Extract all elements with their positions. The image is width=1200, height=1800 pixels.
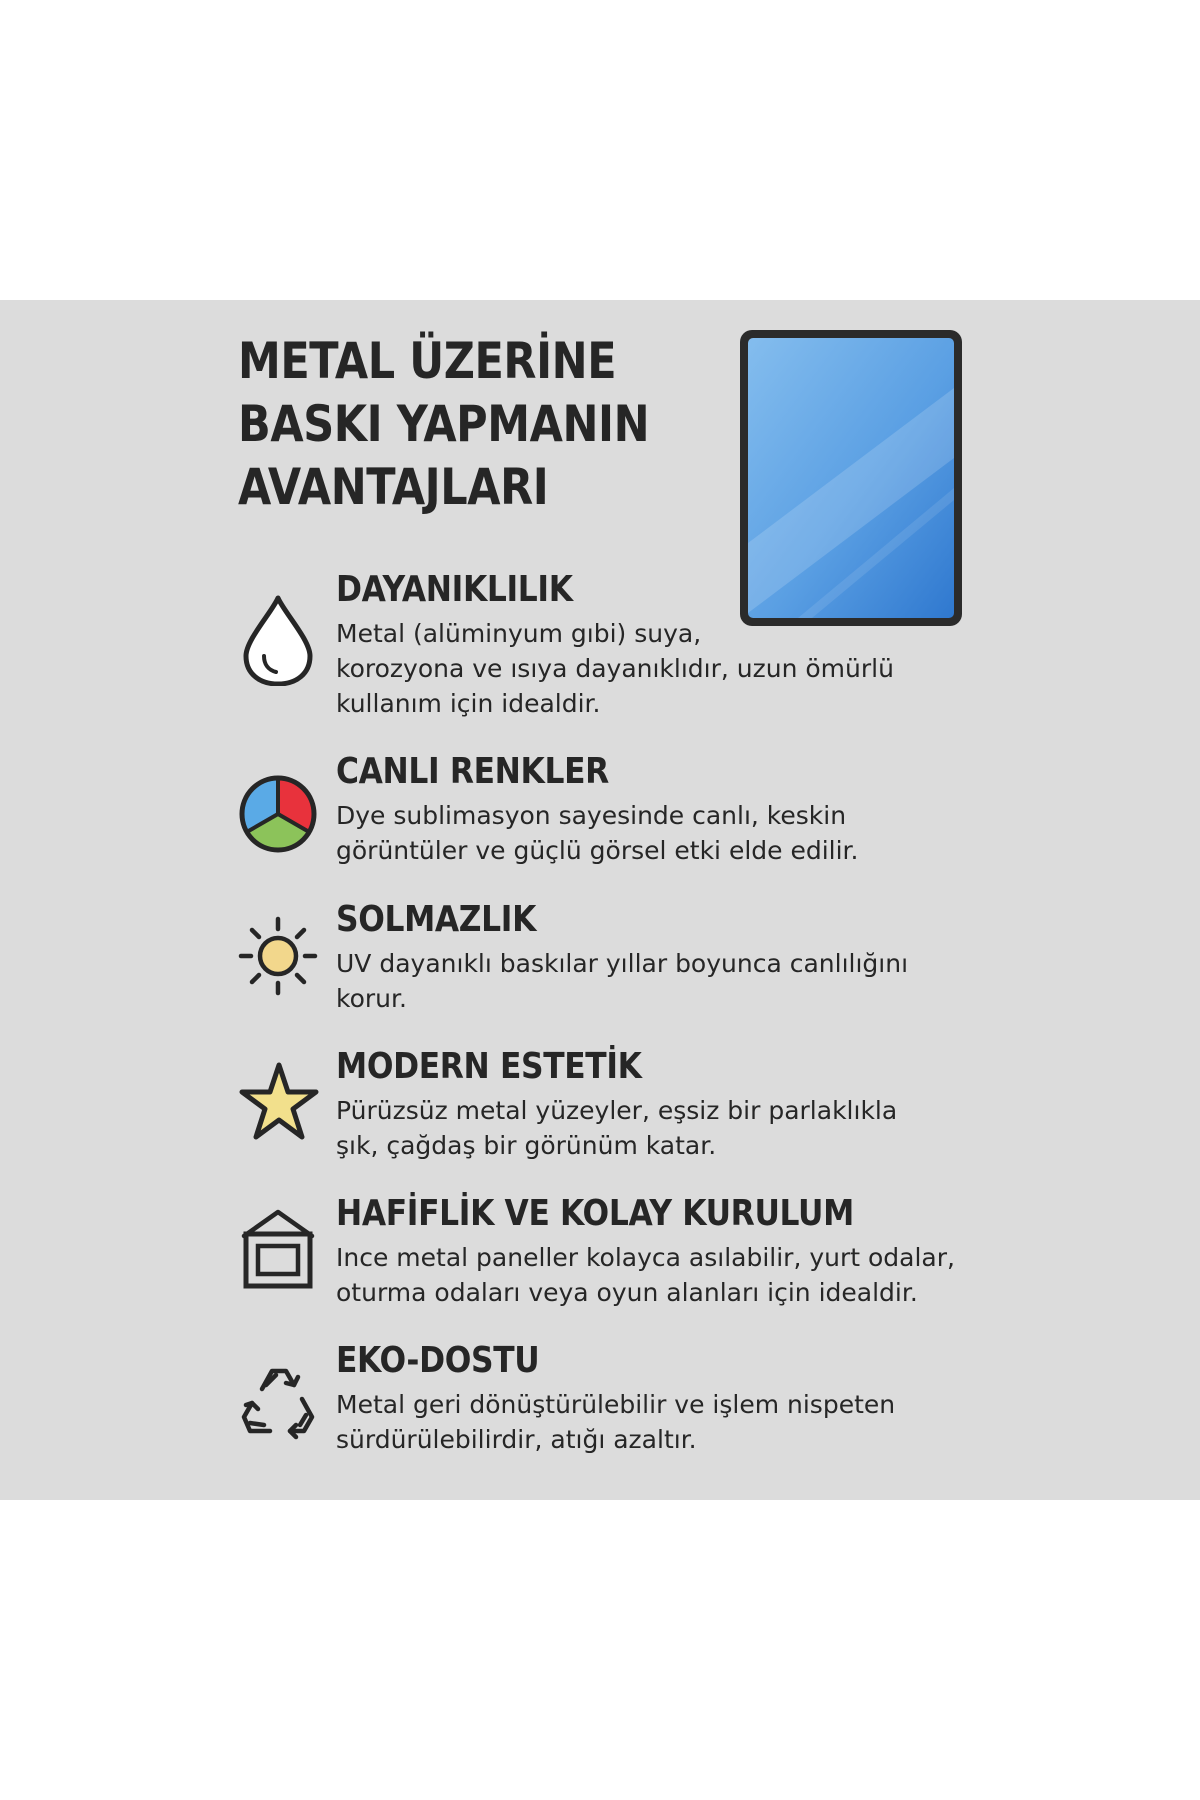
feature-heading: EKO-DOSTU xyxy=(336,1340,540,1381)
feature-heading: CANLI RENKLER xyxy=(336,751,609,792)
description-line: Ince metal paneller kolayca asılabilir, yurt odalar, xyxy=(336,1243,955,1272)
feature-description xyxy=(336,1240,976,1310)
feature-description xyxy=(336,798,976,868)
recycle-icon xyxy=(236,1359,320,1455)
description-line: oturma odaları veya oyun alanları için idealdir. xyxy=(336,1278,918,1307)
feature-heading: HAFİFLİK VE KOLAY KURULUM xyxy=(336,1193,854,1234)
water-drop-icon xyxy=(236,590,320,686)
description-line: Metal (alüminyum gıbi) suya, xyxy=(336,619,702,648)
star-icon xyxy=(236,1059,320,1155)
description-line: kullanım için idealdir. xyxy=(336,689,601,718)
title-line: METAL ÜZERİNE xyxy=(238,332,617,390)
description-line: Dye sublimasyon sayesinde canlı, keskin xyxy=(336,801,847,830)
description-line: Pürüzsüz metal yüzeyler, eşsiz bir parlaklıkla xyxy=(336,1096,898,1125)
metal-print-image xyxy=(738,328,964,628)
feature-description xyxy=(336,1387,976,1457)
description-line: korozyona ve ısıya dayanıklıdır, uzun ömürlü xyxy=(336,654,894,683)
description-line: UV dayanıklı baskılar yıllar boyunca canlılığını xyxy=(336,949,909,978)
wall-frame-icon xyxy=(236,1208,320,1304)
description-line: görüntüler ve güçlü görsel etki elde edilir. xyxy=(336,836,859,865)
color-wheel-icon xyxy=(236,772,320,868)
description-line: sürdürülebilirdir, atığı azaltır. xyxy=(336,1425,697,1454)
description-line: korur. xyxy=(336,984,407,1013)
feature-description xyxy=(336,616,976,721)
title-line: AVANTAJLARI xyxy=(238,458,549,516)
feature-heading: MODERN ESTETİK xyxy=(336,1046,642,1087)
feature-description xyxy=(336,946,976,1016)
description-line: şık, çağdaş bir görünüm katar. xyxy=(336,1131,717,1160)
page-title xyxy=(238,330,649,519)
feature-heading: DAYANIKLILIK xyxy=(336,569,573,610)
sun-icon xyxy=(236,914,320,1010)
feature-description xyxy=(336,1093,976,1163)
feature-heading: SOLMAZLIK xyxy=(336,899,537,940)
title-line: BASKI YAPMANIN xyxy=(238,395,650,453)
description-line: Metal geri dönüştürülebilir ve işlem nispeten xyxy=(336,1390,896,1419)
